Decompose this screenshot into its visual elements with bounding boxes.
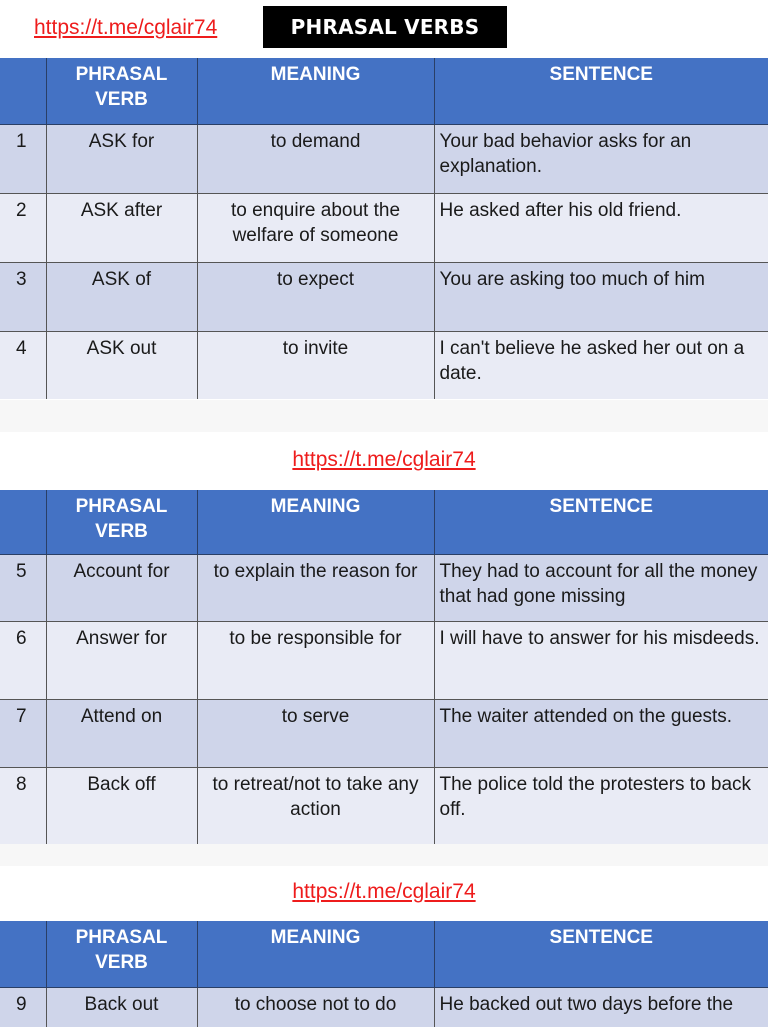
telegram-link[interactable]: https://t.me/cglair74	[34, 16, 218, 39]
row-meaning: to invite	[197, 331, 434, 399]
phrasal-verbs-table-2	[0, 490, 768, 844]
table-row	[0, 193, 768, 262]
row-phrasal-verb: ASK of	[46, 262, 197, 331]
row-meaning: to retreat/not to take any action	[197, 767, 434, 844]
row-sentence: He asked after his old friend.	[434, 193, 768, 262]
row-number: 1	[0, 124, 46, 193]
row-sentence: The police told the protesters to back off.	[434, 767, 768, 844]
row-phrasal-verb: Back off	[46, 767, 197, 844]
row-phrasal-verb: Back out	[46, 987, 197, 1027]
table-row	[0, 124, 768, 193]
column-header-meaning: MEANING	[197, 490, 434, 554]
column-header-sentence: SENTENCE	[434, 490, 768, 554]
column-header-sentence: SENTENCE	[434, 921, 768, 987]
row-number: 5	[0, 554, 46, 621]
table-row	[0, 262, 768, 331]
row-meaning: to serve	[197, 699, 434, 767]
row-phrasal-verb: ASK out	[46, 331, 197, 399]
phrasal-verbs-table-3	[0, 921, 768, 1027]
row-number: 2	[0, 193, 46, 262]
phrasal-verbs-block-2	[0, 432, 768, 844]
phrasal-verbs-block-3	[0, 866, 768, 1024]
row-sentence: I can't believe he asked her out on a date.	[434, 331, 768, 399]
column-header-number	[0, 921, 46, 987]
row-meaning: to explain the reason for	[197, 554, 434, 621]
table-row	[0, 554, 768, 621]
row-sentence: The waiter attended on the guests.	[434, 699, 768, 767]
row-sentence: He backed out two days before the	[434, 987, 768, 1027]
phrasal-verbs-table-1	[0, 58, 768, 399]
row-phrasal-verb: ASK for	[46, 124, 197, 193]
table-row	[0, 621, 768, 699]
column-header-phrasal-verb: PHRASAL VERB	[46, 921, 197, 987]
row-number: 9	[0, 987, 46, 1027]
column-header-number	[0, 490, 46, 554]
table-header-row	[0, 58, 768, 124]
row-sentence: They had to account for all the money that had gone missing	[434, 554, 768, 621]
column-header-number	[0, 58, 46, 124]
telegram-link[interactable]: https://t.me/cglair74	[292, 880, 476, 903]
phrasal-verbs-block-1	[0, 0, 768, 400]
row-meaning: to demand	[197, 124, 434, 193]
column-header-meaning: MEANING	[197, 921, 434, 987]
row-sentence: Your bad behavior asks for an explanation.	[434, 124, 768, 193]
row-phrasal-verb: ASK after	[46, 193, 197, 262]
row-meaning: to enquire about the welfare of someone	[197, 193, 434, 262]
row-number: 4	[0, 331, 46, 399]
row-number: 6	[0, 621, 46, 699]
table-row	[0, 699, 768, 767]
row-number: 7	[0, 699, 46, 767]
row-number: 8	[0, 767, 46, 844]
row-number: 3	[0, 262, 46, 331]
table-row	[0, 331, 768, 399]
page-title: PHRASAL VERBS	[263, 6, 507, 48]
row-phrasal-verb: Account for	[46, 554, 197, 621]
row-meaning: to expect	[197, 262, 434, 331]
table-header-row	[0, 921, 768, 987]
column-header-phrasal-verb: PHRASAL VERB	[46, 58, 197, 124]
row-meaning: to be responsible for	[197, 621, 434, 699]
table-header-row	[0, 490, 768, 554]
column-header-phrasal-verb: PHRASAL VERB	[46, 490, 197, 554]
table-row	[0, 767, 768, 844]
row-sentence: You are asking too much of him	[434, 262, 768, 331]
telegram-link[interactable]: https://t.me/cglair74	[292, 448, 476, 471]
column-header-sentence: SENTENCE	[434, 58, 768, 124]
row-phrasal-verb: Answer for	[46, 621, 197, 699]
column-header-meaning: MEANING	[197, 58, 434, 124]
row-meaning: to choose not to do	[197, 987, 434, 1027]
table-row	[0, 987, 768, 1027]
row-sentence: I will have to answer for his misdeeds.	[434, 621, 768, 699]
row-phrasal-verb: Attend on	[46, 699, 197, 767]
